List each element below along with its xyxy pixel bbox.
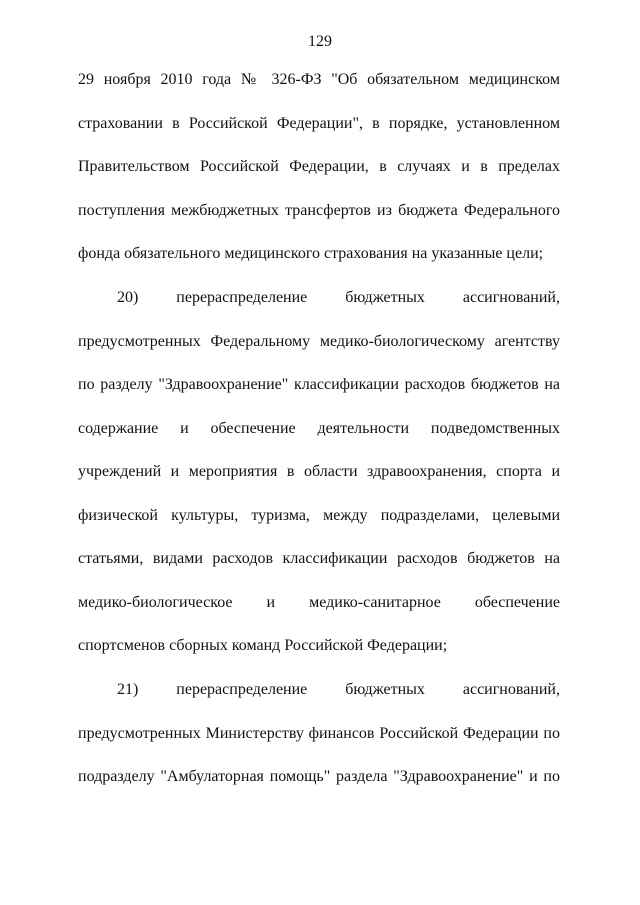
- text-line: 29 ноября 2010 года № 326-ФЗ "Об обязательном медицинском: [78, 71, 560, 88]
- paragraph-21-first-line: 21) перераспределение бюджетных ассигнований,: [117, 681, 560, 698]
- text-line: фонда обязательного медицинского страхования на указанные цели;: [78, 245, 544, 262]
- text-line: статьями, видами расходов классификации расходов бюджетов на: [78, 550, 560, 567]
- text-line: подразделу "Амбулаторная помощь" раздела "Здравоохранение" и по: [78, 768, 560, 785]
- text-line: учреждений и мероприятия в области здравоохранения, спорта и: [78, 463, 560, 480]
- text-line: спортсменов сборных команд Российской Федерации;: [78, 637, 448, 654]
- page-number: 129: [308, 33, 332, 50]
- text-line: медико-биологическое и медико-санитарное обеспечение: [78, 594, 560, 611]
- text-line: физической культуры, туризма, между подразделами, целевыми: [78, 507, 560, 524]
- text-line: содержание и обеспечение деятельности подведомственных: [78, 420, 560, 437]
- text-line: страховании в Российской Федерации", в порядке, установленном: [78, 115, 560, 132]
- text-line: предусмотренных Министерству финансов Российской Федерации по: [78, 725, 560, 742]
- paragraph-20-first-line: 20) перераспределение бюджетных ассигнований,: [117, 289, 560, 306]
- text-line: поступления межбюджетных трансфертов из бюджета Федерального: [78, 202, 560, 219]
- text-line: Правительством Российской Федерации, в случаях и в пределах: [78, 158, 560, 175]
- text-line: предусмотренных Федеральному медико-биологическому агентству: [78, 333, 560, 350]
- text-line: по разделу "Здравоохранение" классификации расходов бюджетов на: [78, 376, 560, 393]
